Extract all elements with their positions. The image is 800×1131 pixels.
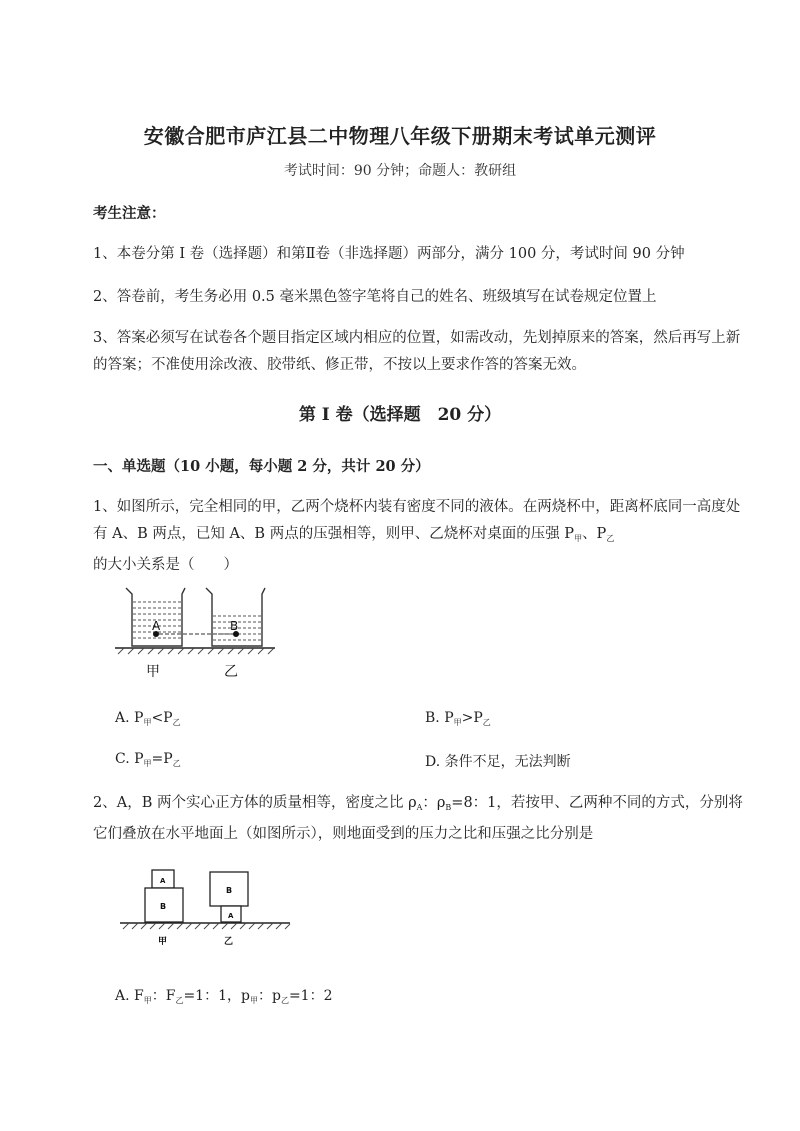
question-2-option-a[interactable]: A. $F_甲$：$F_乙=1$：1，$p_甲$：$p_乙=1$：2 — [115, 988, 333, 1005]
point-b-label: B — [230, 619, 239, 633]
notice-item-1: 1、本卷分第 I 卷（选择题）和第Ⅱ卷（非选择题）两部分，满分 100 分，考试时间 90 分钟 — [93, 246, 685, 262]
exam-subtitle: 考试时间：90 分钟；命题人：教研组 — [283, 163, 517, 179]
question-1-option-a[interactable]: A. $P_甲<P_乙$ — [115, 710, 181, 727]
stack-jia-label: 甲 — [158, 937, 168, 947]
notice-heading: 考生注意： — [93, 205, 166, 222]
notice-item-2: 2、答卷前，考生务必用 0.5 毫米黑色签字笔将自己的姓名、班级填写在试卷规定位置上 — [93, 289, 657, 305]
cube-a-label-jia: A — [160, 877, 166, 885]
beaker-yi-label: 乙 — [224, 664, 238, 680]
question-1-option-c[interactable]: C. $P_甲=P_乙$ — [115, 751, 181, 768]
question-1-option-b[interactable]: B. $P_甲>P_乙$ — [425, 710, 491, 727]
question-2-cubes-figure — [115, 862, 295, 952]
part-heading: 一、单选题（10 小题，每小题 2 分，共计 20 分） — [93, 458, 430, 475]
page-title: 安徽合肥市庐江县二中物理八年级下册期末考试单元测评 — [143, 124, 657, 148]
question-1-option-d[interactable]: D. 条件不足，无法判断 — [425, 754, 571, 770]
notice-item-3: 3、答案必须写在试卷各个题目指定区域内相应的位置，如需改动，先划掉原来的答案，然后再写上新的答案；不准使用涂改液、胶带纸、修正带，不按以上要求作答的答案无效。 — [93, 330, 741, 373]
beaker-jia-label: 甲 — [146, 664, 160, 680]
cube-a-label-yi: A — [228, 912, 234, 920]
point-a-label: A — [152, 619, 161, 633]
cube-b-label-jia: B — [160, 902, 167, 911]
question-1-beakers-figure — [110, 580, 280, 690]
section-title: 第 I 卷（选择题 20 分） — [298, 405, 502, 425]
cube-b-label-yi: B — [226, 886, 233, 895]
stack-yi-label: 乙 — [224, 937, 234, 947]
question-1-text: 1、如图所示，完全相同的甲，乙两个烧杯内装有密度不同的液体。在两烧杯中，距离杯底同一高度处有 A、B 两点，已知 A、B 两点的压强相等，则甲、乙烧杯对桌面的压强 $P_甲$、$P_乙$的大小关系是（ ） — [93, 499, 741, 573]
question-2-text: 2、A，B 两个实心正方体的质量相等，密度之比 $\rho_A$：$\rho_B=8$：1，若按甲、乙两种不同的方式，分别将它们叠放在水平地面上（如图所示），则地面受到的压力之比和压强之比分别是 — [93, 795, 743, 842]
